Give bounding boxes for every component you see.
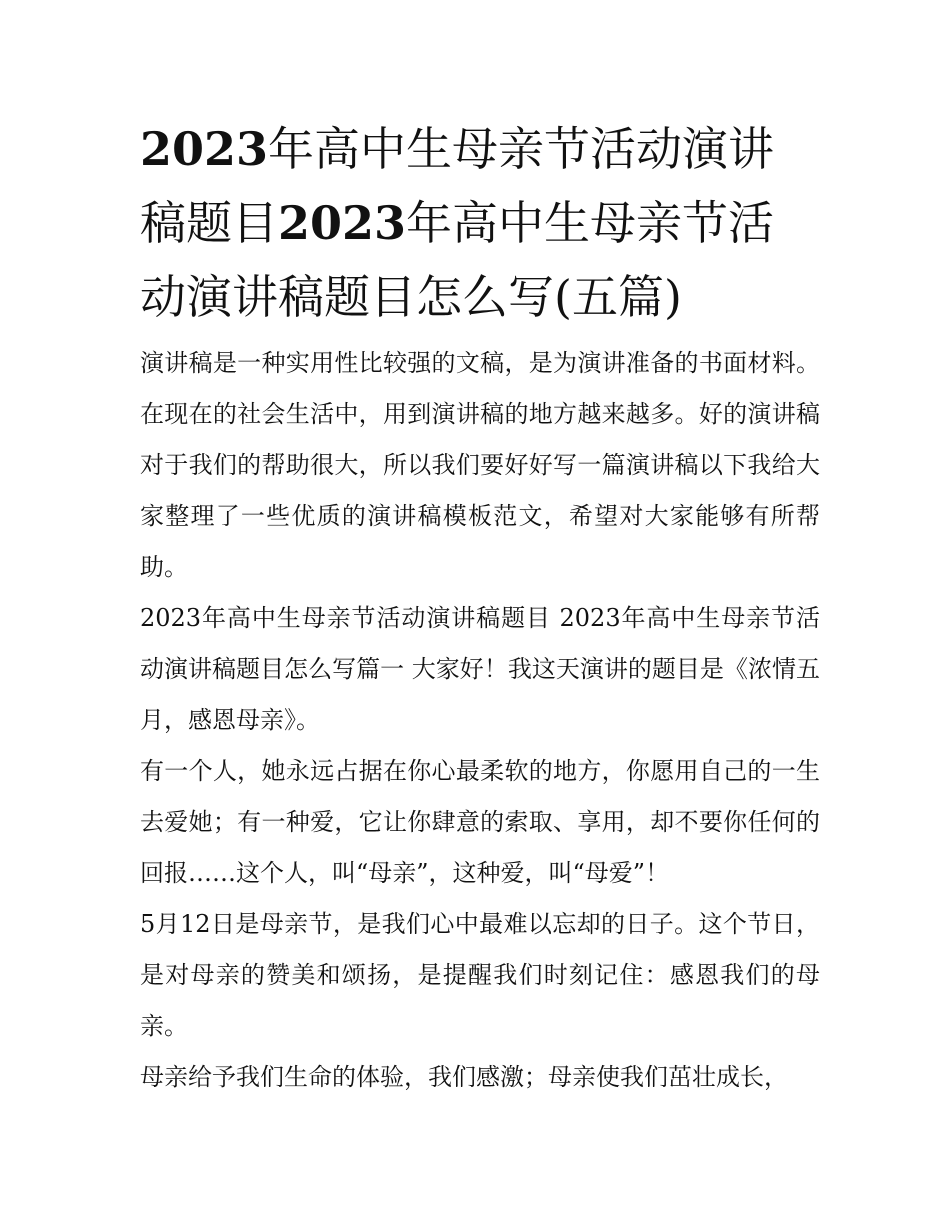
- document-body: [140, 338, 820, 1103]
- paragraph-intro: 演讲稿是一种实用性比较强的文稿，是为演讲准备的书面材料。在现在的社会生活中，用到演讲稿的地方越来越多。好的演讲稿对于我们的帮助很大，所以我们要好好写一篇演讲稿以下我给大家整理了一些优质的演讲稿模板范文，希望对大家能够有所帮助。: [140, 349, 820, 581]
- document-page: [140, 112, 820, 1103]
- title-text-1: 年高中生母亲节活动演讲稿题目: [140, 122, 775, 250]
- title-year-2: 2023: [278, 196, 407, 250]
- paragraph-heading: 2023年高中生母亲节活动演讲稿题目 2023年高中生母亲节活动演讲稿题目怎么写篇一 大家好！我这天演讲的题目是《浓情五月，感恩母亲》。: [140, 604, 820, 734]
- paragraph-mother-love: 有一个人，她永远占据在你心最柔软的地方，你愿用自己的一生去爱她；有一种爱，它让你肆意的索取、享用，却不要你任何的回报……这个人，叫“母亲”，这种爱，叫“母爱”！: [140, 757, 820, 887]
- paragraph-mothers-day: 5月12日是母亲节，是我们心中最难以忘却的日子。这个节日，是对母亲的赞美和颂扬，是提醒我们时刻记住：感恩我们的母亲。: [140, 910, 820, 1040]
- title-text-2: 年高中生母亲节活动演讲稿题目怎么写(五篇): [140, 196, 775, 324]
- title-year-1: 2023: [140, 122, 269, 176]
- paragraph-gratitude: 母亲给予我们生命的体验，我们感激；母亲使我们茁壮成长，: [140, 1063, 788, 1091]
- document-title: [140, 112, 820, 334]
